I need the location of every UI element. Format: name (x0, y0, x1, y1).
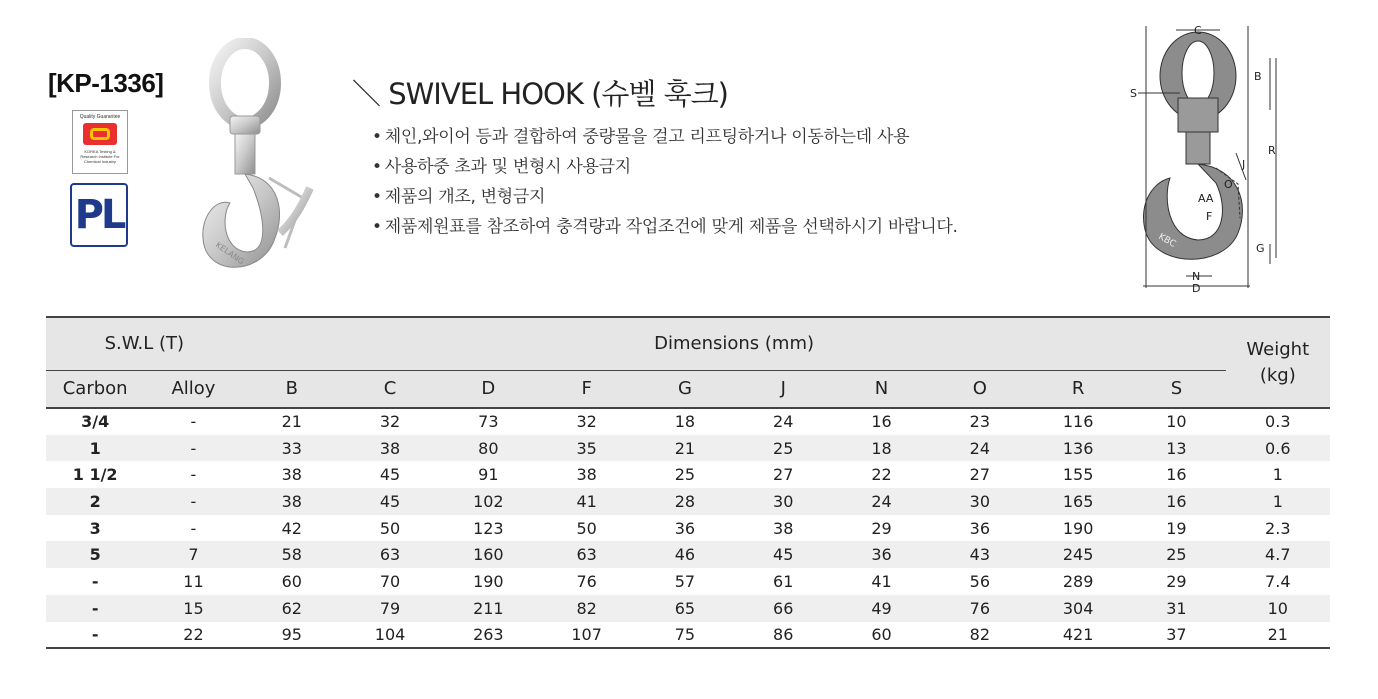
table-cell: 73 (478, 412, 499, 432)
table-row (46, 595, 1330, 622)
table-cell: 50 (379, 518, 401, 538)
table-cell: 35 (537, 435, 635, 462)
table-cell: 27 (969, 465, 990, 485)
table-cell: 36 (832, 541, 930, 568)
pl-badge (70, 183, 128, 247)
table-cell: 104 (341, 622, 439, 649)
dimensions-header: Dimensions (mm) (243, 317, 1226, 370)
alloy-swl-cell: - (190, 465, 197, 485)
table-cell: 57 (674, 571, 696, 591)
table-row (46, 622, 1330, 649)
carbon-swl-cell: - (91, 571, 99, 591)
table-cell: 60 (832, 622, 930, 649)
alloy-swl-cell: - (144, 488, 242, 515)
table-cell: 263 (439, 622, 537, 649)
table-cell: 79 (341, 595, 439, 622)
table-row (46, 541, 1330, 568)
table-row (46, 408, 1330, 435)
table-cell: 36 (969, 518, 990, 538)
table-cell: 4.7 (1226, 541, 1330, 568)
table-cell: 21 (636, 435, 734, 462)
table-cell: 46 (636, 541, 734, 568)
table-cell: 16 (871, 412, 892, 432)
table-cell: 16 (1166, 465, 1187, 485)
table-row (46, 515, 1330, 542)
table-cell: 0.3 (1265, 412, 1291, 432)
dim-header-r: R (1029, 370, 1127, 408)
quality-guarantee-badge (72, 110, 128, 174)
pl-badge-text: PL (74, 192, 124, 238)
product-code: [KP-1336] (48, 68, 164, 98)
table-cell: 10 (1226, 595, 1330, 622)
table-cell: 160 (439, 541, 537, 568)
diagram-label-n: N (1192, 270, 1201, 283)
diagram-label-d: D (1192, 282, 1201, 295)
table-cell: 62 (243, 595, 341, 622)
table-cell: 10 (1166, 412, 1187, 432)
table-cell: 289 (1062, 571, 1094, 591)
dim-header-d: D (439, 370, 537, 408)
dim-header-b: B (243, 370, 341, 408)
table-cell: 32 (576, 412, 597, 432)
diagram-label-j: J (1242, 158, 1246, 171)
alloy-header: Alloy (144, 370, 242, 408)
table-cell: 49 (832, 595, 930, 622)
dim-header-j: J (734, 370, 832, 408)
table-cell: 80 (439, 435, 537, 462)
diagram-label-b: B (1254, 70, 1262, 83)
carbon-swl-cell: 2 (46, 488, 144, 515)
carbon-swl-cell: 1 (46, 435, 144, 462)
table-cell: 66 (734, 595, 832, 622)
table-cell: 38 (341, 435, 439, 462)
diagram-label-s: S (1130, 87, 1137, 100)
table-row (46, 488, 1330, 515)
table-cell: 38 (773, 518, 794, 538)
carbon-swl-cell: 1 1/2 (72, 465, 118, 485)
table-cell: 38 (576, 465, 597, 485)
dim-header-o: O (931, 370, 1029, 408)
table-cell: 38 (281, 465, 302, 485)
table-cell: 43 (931, 541, 1029, 568)
table-cell: 1 (1226, 488, 1330, 515)
feature-item: • 체인,와이어 등과 결합하여 중량물을 걸고 리프팅하거나 이동하는데 사용 (372, 122, 958, 152)
quality-mark-icon (83, 123, 117, 145)
carbon-swl-cell: - (46, 595, 144, 622)
carbon-swl-cell: - (46, 622, 144, 649)
table-cell: 82 (931, 622, 1029, 649)
table-cell: 421 (1029, 622, 1127, 649)
diagram-label-r: R (1268, 144, 1276, 157)
table-cell: 0.6 (1226, 435, 1330, 462)
table-cell: 116 (1062, 412, 1094, 432)
table-cell: 56 (969, 571, 990, 591)
diagram-label-aa: AA (1198, 192, 1214, 205)
table-cell: 60 (281, 571, 302, 591)
photo-embossed-text: KELANG (213, 240, 246, 267)
carbon-swl-cell: 5 (46, 541, 144, 568)
table-row (46, 568, 1330, 595)
table-cell: 27 (773, 465, 794, 485)
table-cell: 38 (243, 488, 341, 515)
table-cell: 107 (537, 622, 635, 649)
table-cell: 29 (871, 518, 892, 538)
table-cell: 63 (341, 541, 439, 568)
table-cell: 18 (832, 435, 930, 462)
table-cell: 75 (636, 622, 734, 649)
table-row (46, 435, 1330, 462)
carbon-swl-cell: 3/4 (81, 412, 110, 432)
table-cell: 30 (931, 488, 1029, 515)
dim-header-s: S (1127, 370, 1225, 408)
swl-header: S.W.L (T) (46, 317, 243, 370)
table-cell: 25 (674, 465, 696, 485)
table-cell: 24 (773, 412, 794, 432)
table-cell: 245 (1029, 541, 1127, 568)
table-cell: 1 (1272, 465, 1283, 485)
alloy-swl-cell: 7 (144, 541, 242, 568)
table-cell: 23 (969, 412, 990, 432)
diagram-label-c: C (1194, 24, 1202, 37)
table-cell: 32 (379, 412, 401, 432)
dim-header-g: G (636, 370, 734, 408)
table-cell: 165 (1029, 488, 1127, 515)
table-cell: 30 (734, 488, 832, 515)
table-cell: 136 (1029, 435, 1127, 462)
alloy-swl-cell: - (190, 518, 197, 538)
table-cell: 29 (1166, 571, 1187, 591)
table-cell: 190 (473, 571, 504, 591)
table-cell: 65 (636, 595, 734, 622)
spec-table-body (46, 408, 1330, 648)
table-cell: 36 (674, 518, 696, 538)
table-cell: 13 (1127, 435, 1225, 462)
table-cell: 211 (439, 595, 537, 622)
alloy-swl-cell: 22 (144, 622, 242, 649)
table-cell: 41 (537, 488, 635, 515)
table-cell: 86 (734, 622, 832, 649)
feature-item: • 사용하중 초과 및 변형시 사용금지 (372, 152, 958, 182)
feature-item: • 제품제원표를 참조하여 충격량과 작업조건에 맞게 제품을 선택하시기 바랍니다. (372, 212, 958, 242)
table-cell: 304 (1029, 595, 1127, 622)
carbon-swl-cell: 3 (89, 518, 101, 538)
table-cell: 50 (576, 518, 597, 538)
table-cell: 19 (1166, 518, 1187, 538)
swivel-hook-photo (185, 38, 335, 288)
quality-guarantee-label: Quality Guarantee (79, 114, 121, 120)
table-cell: 61 (773, 571, 794, 591)
dim-header-c: C (341, 370, 439, 408)
table-cell: 190 (1062, 518, 1094, 538)
table-cell: 7.4 (1265, 571, 1291, 591)
table-cell: 45 (379, 465, 401, 485)
quality-institute-label: KOREA Testing & Research Institute For Chemical Industry (80, 149, 120, 164)
table-cell: 31 (1127, 595, 1225, 622)
table-cell: 91 (478, 465, 499, 485)
table-cell: 45 (341, 488, 439, 515)
feature-list (372, 122, 958, 242)
page-title: ＼ SWIVEL HOOK (슈벨 훅크) (352, 77, 728, 111)
carbon-header: Carbon (46, 370, 144, 408)
table-cell: 37 (1127, 622, 1225, 649)
spec-table (46, 316, 1330, 649)
diagram-label-g: G (1256, 242, 1265, 255)
table-cell: 16 (1127, 488, 1225, 515)
table-cell: 25 (734, 435, 832, 462)
table-cell: 21 (1226, 622, 1330, 649)
table-cell: 102 (439, 488, 537, 515)
table-cell: 25 (1127, 541, 1225, 568)
table-cell: 82 (537, 595, 635, 622)
table-cell: 24 (832, 488, 930, 515)
table-cell: 76 (931, 595, 1029, 622)
table-cell: 42 (281, 518, 302, 538)
table-cell: 45 (734, 541, 832, 568)
table-cell: 63 (537, 541, 635, 568)
weight-header: Weight (kg) (1226, 317, 1330, 408)
alloy-swl-cell: - (144, 435, 242, 462)
diagram-brand-text: KBC (1156, 231, 1178, 250)
feature-item: • 제품의 개조, 변형금지 (372, 182, 958, 212)
table-cell: 33 (243, 435, 341, 462)
table-cell: 58 (243, 541, 341, 568)
table-cell: 155 (1062, 465, 1094, 485)
dim-header-n: N (832, 370, 930, 408)
table-cell: 95 (243, 622, 341, 649)
table-cell: 41 (871, 571, 892, 591)
table-cell: 2.3 (1265, 518, 1291, 538)
table-cell: 76 (576, 571, 597, 591)
dimension-diagram (1128, 18, 1288, 298)
alloy-swl-cell: 11 (183, 571, 204, 591)
alloy-swl-cell: - (190, 412, 197, 432)
table-cell: 22 (871, 465, 892, 485)
table-row (46, 461, 1330, 488)
table-cell: 28 (636, 488, 734, 515)
alloy-swl-cell: 15 (144, 595, 242, 622)
dim-header-f: F (537, 370, 635, 408)
table-cell: 123 (473, 518, 504, 538)
table-cell: 21 (281, 412, 302, 432)
table-cell: 18 (674, 412, 696, 432)
diagram-label-o: O (1224, 178, 1233, 191)
diagram-label-f: F (1206, 210, 1213, 223)
table-cell: 24 (931, 435, 1029, 462)
table-cell: 70 (379, 571, 401, 591)
